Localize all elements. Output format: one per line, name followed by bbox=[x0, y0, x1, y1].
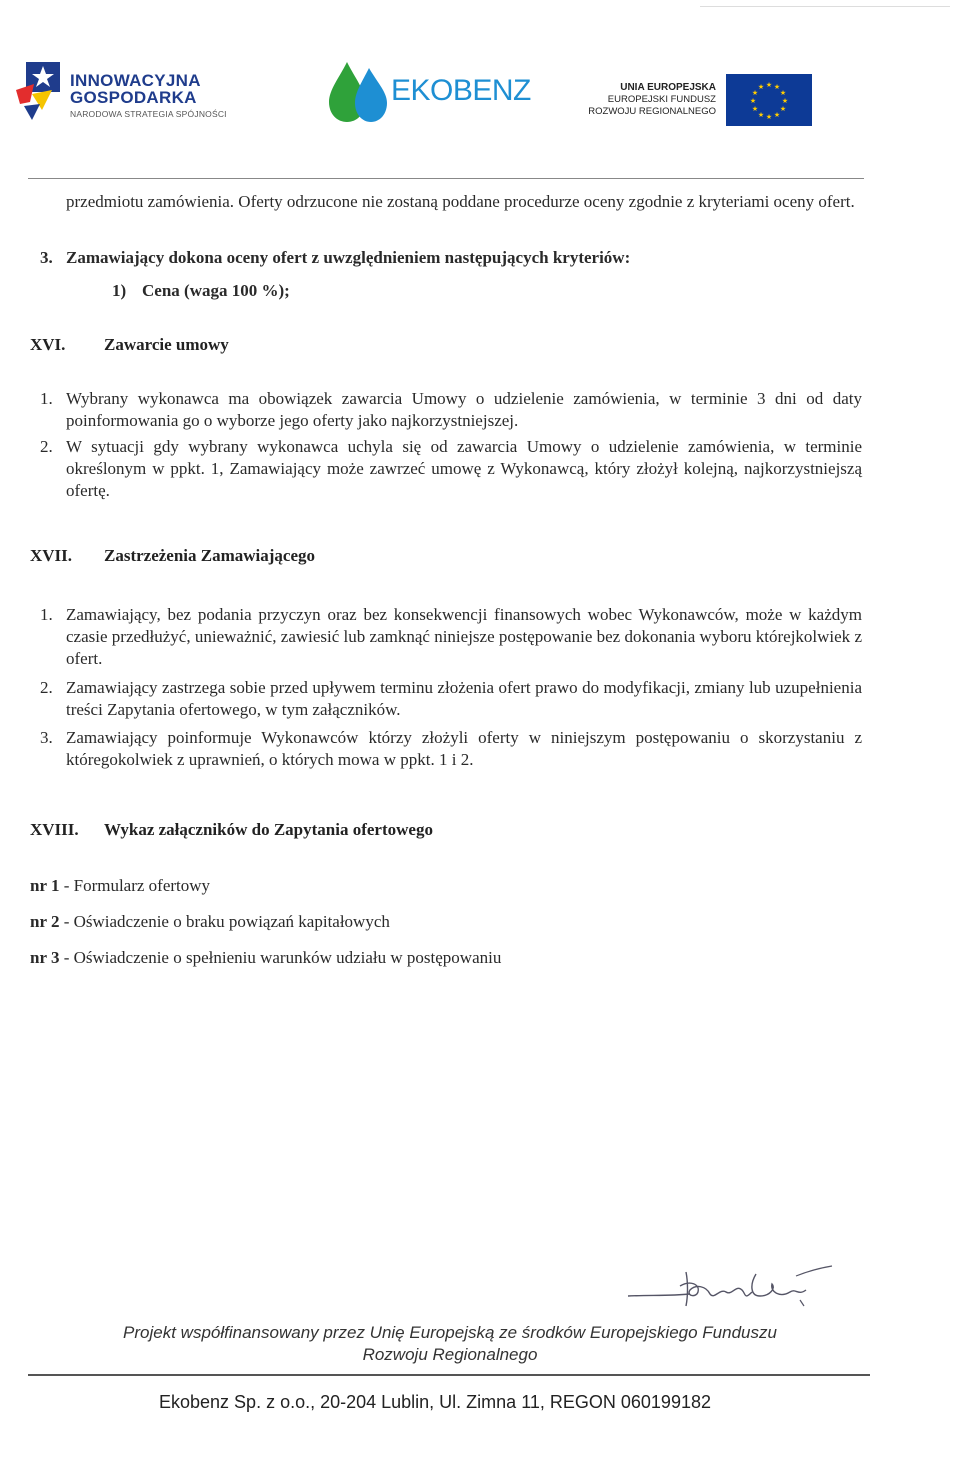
item-3-number: 3. bbox=[40, 248, 53, 267]
section-16-item-1-text: Wybrany wykonawca ma obowiązek zawarcia Umowy o udzielenie zamówienia, w terminie 3 dni od daty poinformowania go o wyborze jego oferty jako najkorzystniejszej. bbox=[66, 389, 862, 430]
section-16-number: XVI. bbox=[30, 335, 66, 354]
ig-line-1: INNOWACYJNA bbox=[70, 71, 201, 90]
section-18-number: XVIII. bbox=[30, 820, 79, 839]
eu-line-3: ROZWOJU REGIONALNEGO bbox=[588, 106, 716, 117]
svg-text:★: ★ bbox=[757, 111, 765, 119]
svg-text:★: ★ bbox=[757, 83, 765, 91]
cofinancing-note bbox=[40, 1322, 860, 1366]
ekobenz-logo bbox=[325, 56, 531, 126]
cofinancing-line-1: Projekt współfinansowany przez Unię Europejską ze środków Europejskiego Funduszu bbox=[123, 1323, 777, 1342]
attachment-1-text: - Formularz ofertowy bbox=[63, 876, 211, 895]
attachment-2-text: - Oświadczenie o braku powiązań kapitałowych bbox=[63, 912, 390, 931]
svg-text:★: ★ bbox=[781, 97, 789, 105]
continuation-paragraph: przedmiotu zamówienia. Oferty odrzucone nie zostaną poddane procedurze oceny zgodnie z kryteriami oceny ofert. bbox=[66, 192, 855, 211]
section-17-title: Zastrzeżenia Zamawiającego bbox=[104, 546, 316, 565]
ekobenz-wordmark: EKOBENZ bbox=[391, 74, 531, 107]
section-17-item-3-number: 3. bbox=[40, 728, 53, 747]
section-16-title: Zawarcie umowy bbox=[104, 335, 229, 354]
svg-text:★: ★ bbox=[749, 97, 757, 105]
svg-text:★: ★ bbox=[779, 105, 787, 113]
svg-text:★: ★ bbox=[751, 105, 759, 113]
criterion-number: 1) bbox=[112, 281, 127, 300]
handwritten-signature bbox=[620, 1262, 840, 1312]
svg-text:★: ★ bbox=[779, 89, 787, 97]
svg-text:★: ★ bbox=[765, 81, 773, 89]
attachment-2 bbox=[30, 911, 390, 933]
attachment-3-label: nr 3 bbox=[30, 948, 60, 967]
attachment-2-label: nr 2 bbox=[30, 912, 60, 931]
section-17-item-2-text: Zamawiający zastrzega sobie przed upływem terminu złożenia ofert prawo do modyfikacji, zmiany lub uzupełnienia treści Zapytania ofertowego, w tym załączników. bbox=[66, 678, 862, 719]
star-flag-icon bbox=[12, 58, 68, 128]
criterion-text: Cena (waga 100 %); bbox=[142, 281, 290, 300]
company-address: Ekobenz Sp. z o.o., 20-204 Lublin, Ul. Zimna 11, REGON 060199182 bbox=[159, 1392, 711, 1412]
ig-line-2: GOSPODARKA bbox=[70, 88, 197, 107]
section-16-item-2-number: 2. bbox=[40, 437, 53, 456]
eu-text-block bbox=[588, 82, 716, 118]
section-16-item-1-number: 1. bbox=[40, 389, 53, 408]
svg-text:★: ★ bbox=[751, 89, 759, 97]
attachment-1-label: nr 1 bbox=[30, 876, 60, 895]
section-17-item-3-text: Zamawiający poinformuje Wykonawców którzy złożyli oferty w niniejszym postępowaniu o skorzystaniu z któregokolwiek z uprawnień, o których mowa w ppkt. 1 i 2. bbox=[66, 728, 862, 769]
section-17-item-1-text: Zamawiający, bez podania przyczyn oraz bez konsekwencji finansowych wobec Wykonawców, może w każdym czasie przedłużyć, unieważnić, zawiesić lub zamknąć niniejsze postępowanie bez dokonania wyboru którejkolwiek z ofert. bbox=[66, 605, 862, 668]
svg-text:★: ★ bbox=[773, 111, 781, 119]
ig-line-3: NARODOWA STRATEGIA SPÓJNOŚCI bbox=[70, 109, 227, 119]
eu-logo bbox=[560, 70, 820, 130]
section-17-item-2-number: 2. bbox=[40, 678, 53, 697]
scan-edge-line bbox=[700, 6, 950, 7]
section-18-title: Wykaz załączników do Zapytania ofertowego bbox=[104, 820, 433, 839]
footer-divider bbox=[28, 1374, 870, 1376]
section-16-item-2-text: W sytuacji gdy wybrany wykonawca uchyla się od zawarcia Umowy o udzielenie zamówienia, w terminie określonym w ppkt. 1, Zamawiający może zawrzeć umowę z Wykonawcą, który złożył kolejną, najkorzystniejszą ofertę. bbox=[66, 437, 862, 500]
section-17-item-1-number: 1. bbox=[40, 605, 53, 624]
attachment-1 bbox=[30, 875, 210, 897]
cofinancing-line-2: Rozwoju Regionalnego bbox=[362, 1345, 538, 1364]
item-3-text: Zamawiający dokona oceny ofert z uwzględnieniem następujących kryteriów: bbox=[66, 248, 631, 267]
ig-text-block bbox=[70, 72, 227, 119]
eu-stars-icon bbox=[726, 74, 812, 126]
eu-flag-icon bbox=[726, 74, 812, 126]
eu-line-2: EUROPEJSKI FUNDUSZ bbox=[607, 94, 716, 105]
drops-icon bbox=[325, 56, 395, 126]
header-divider bbox=[28, 178, 864, 179]
attachment-3 bbox=[30, 947, 501, 969]
innowacyjna-gospodarka-logo bbox=[12, 58, 252, 128]
section-17-number: XVII. bbox=[30, 546, 73, 565]
attachment-3-text: - Oświadczenie o spełnieniu warunków udziału w postępowaniu bbox=[63, 948, 502, 967]
svg-text:★: ★ bbox=[773, 83, 781, 91]
svg-text:★: ★ bbox=[765, 113, 773, 121]
eu-line-1: UNIA EUROPEJSKA bbox=[620, 82, 716, 93]
